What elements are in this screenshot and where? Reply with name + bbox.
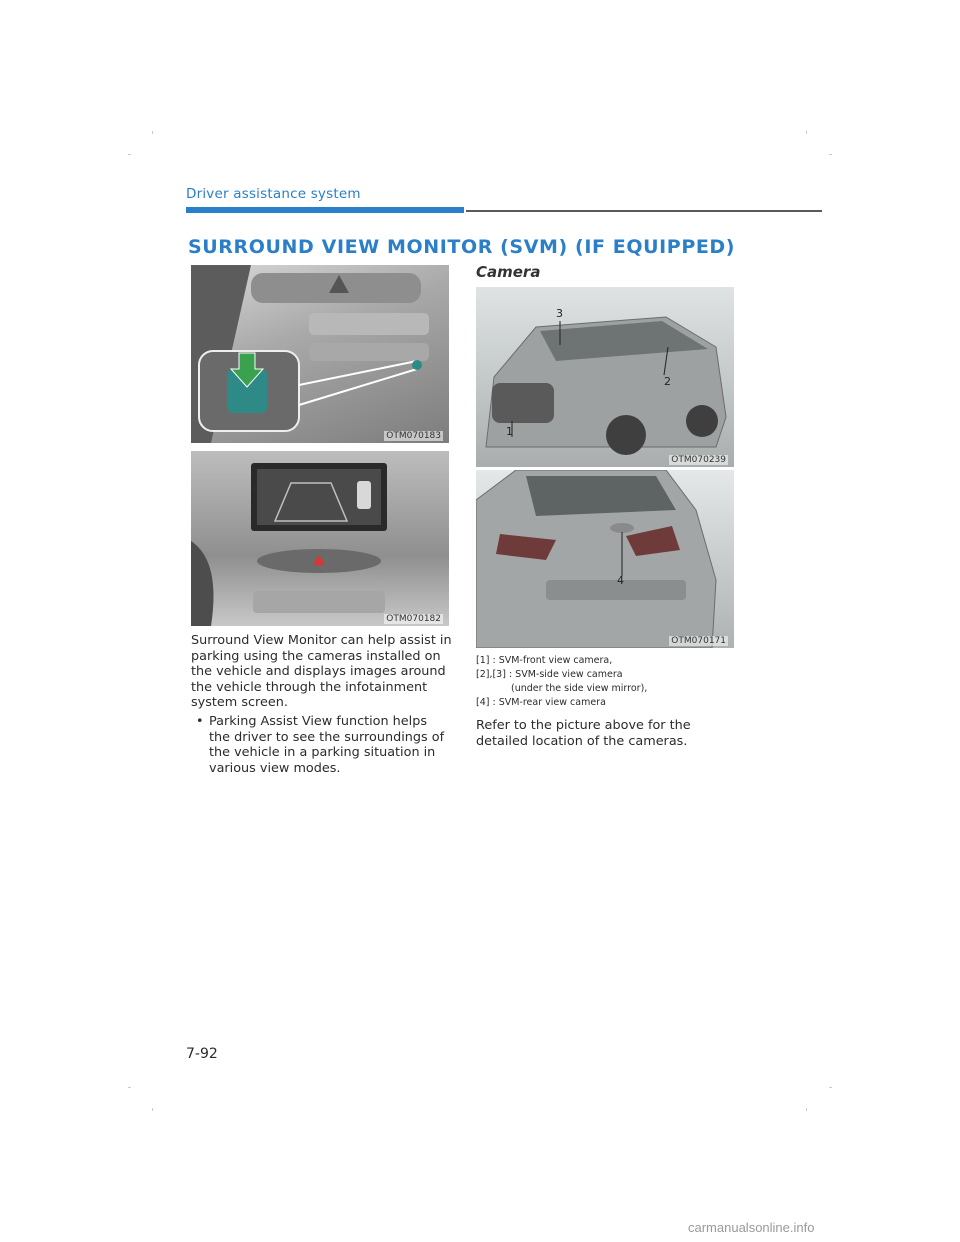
bullet-line: Parking Assist View function helps xyxy=(209,714,428,729)
refer-line: Refer to the picture above for the xyxy=(476,718,691,733)
bullet-line: the driver to see the surroundings of xyxy=(209,729,445,745)
intro-paragraph xyxy=(191,633,461,711)
bullet-marker: • xyxy=(196,714,204,729)
intro-line: parking using the cameras installed on xyxy=(191,648,441,664)
legend-line: [1] : SVM-front view camera, xyxy=(476,655,613,666)
crop-mark xyxy=(806,1108,807,1111)
photo-vehicle-rear xyxy=(476,470,734,648)
bullet-text xyxy=(209,714,467,776)
crop-mark xyxy=(829,1087,832,1088)
legend-line: [2],[3] : SVM-side view camera xyxy=(476,669,623,680)
refer-line: detailed location of the cameras. xyxy=(476,733,688,749)
crop-mark xyxy=(128,1087,131,1088)
intro-line: the vehicle through the infotainment xyxy=(191,679,428,695)
image-code: OTM070239 xyxy=(671,455,726,465)
header-rule xyxy=(466,210,822,212)
photo-infotainment-screen xyxy=(191,451,449,626)
legend-line: (under the side view mirror), xyxy=(511,683,648,694)
vehicle-front-illustration xyxy=(476,287,734,467)
bullet-line: various view modes. xyxy=(209,760,341,776)
callout-3: 3 xyxy=(556,307,563,320)
page-number: 7-92 xyxy=(186,1046,218,1062)
callout-2: 2 xyxy=(664,375,671,388)
crop-mark xyxy=(152,1108,153,1111)
photo-svm-button xyxy=(191,265,449,443)
intro-line: the vehicle and displays images around xyxy=(191,664,446,679)
image-code: OTM070171 xyxy=(671,636,726,646)
callout-4: 4 xyxy=(617,574,624,587)
crop-mark xyxy=(829,154,832,155)
section-header: Driver assistance system xyxy=(186,186,361,202)
image-code: OTM070183 xyxy=(386,431,441,441)
crop-mark xyxy=(128,154,131,155)
bullet-line: the vehicle in a parking situation in xyxy=(209,745,436,760)
crop-mark xyxy=(806,131,807,134)
svm-button-illustration xyxy=(191,265,449,443)
intro-line: Surround View Monitor can help assist in xyxy=(191,633,452,648)
camera-heading: Camera xyxy=(476,263,541,281)
watermark: carmanualsonline.info xyxy=(688,1220,815,1235)
refer-paragraph xyxy=(476,718,756,749)
callout-1: 1 xyxy=(506,425,513,438)
infotainment-illustration xyxy=(191,451,449,626)
intro-line: system screen. xyxy=(191,695,288,710)
header-bar-accent xyxy=(186,207,464,213)
image-code: OTM070182 xyxy=(386,614,441,624)
photo-vehicle-front xyxy=(476,287,734,467)
vehicle-rear-illustration xyxy=(476,470,734,648)
page-title: SURROUND VIEW MONITOR (SVM) (IF EQUIPPED) xyxy=(188,236,736,258)
crop-mark xyxy=(152,131,153,134)
camera-legend xyxy=(476,654,756,710)
legend-line: [4] : SVM-rear view camera xyxy=(476,697,606,708)
